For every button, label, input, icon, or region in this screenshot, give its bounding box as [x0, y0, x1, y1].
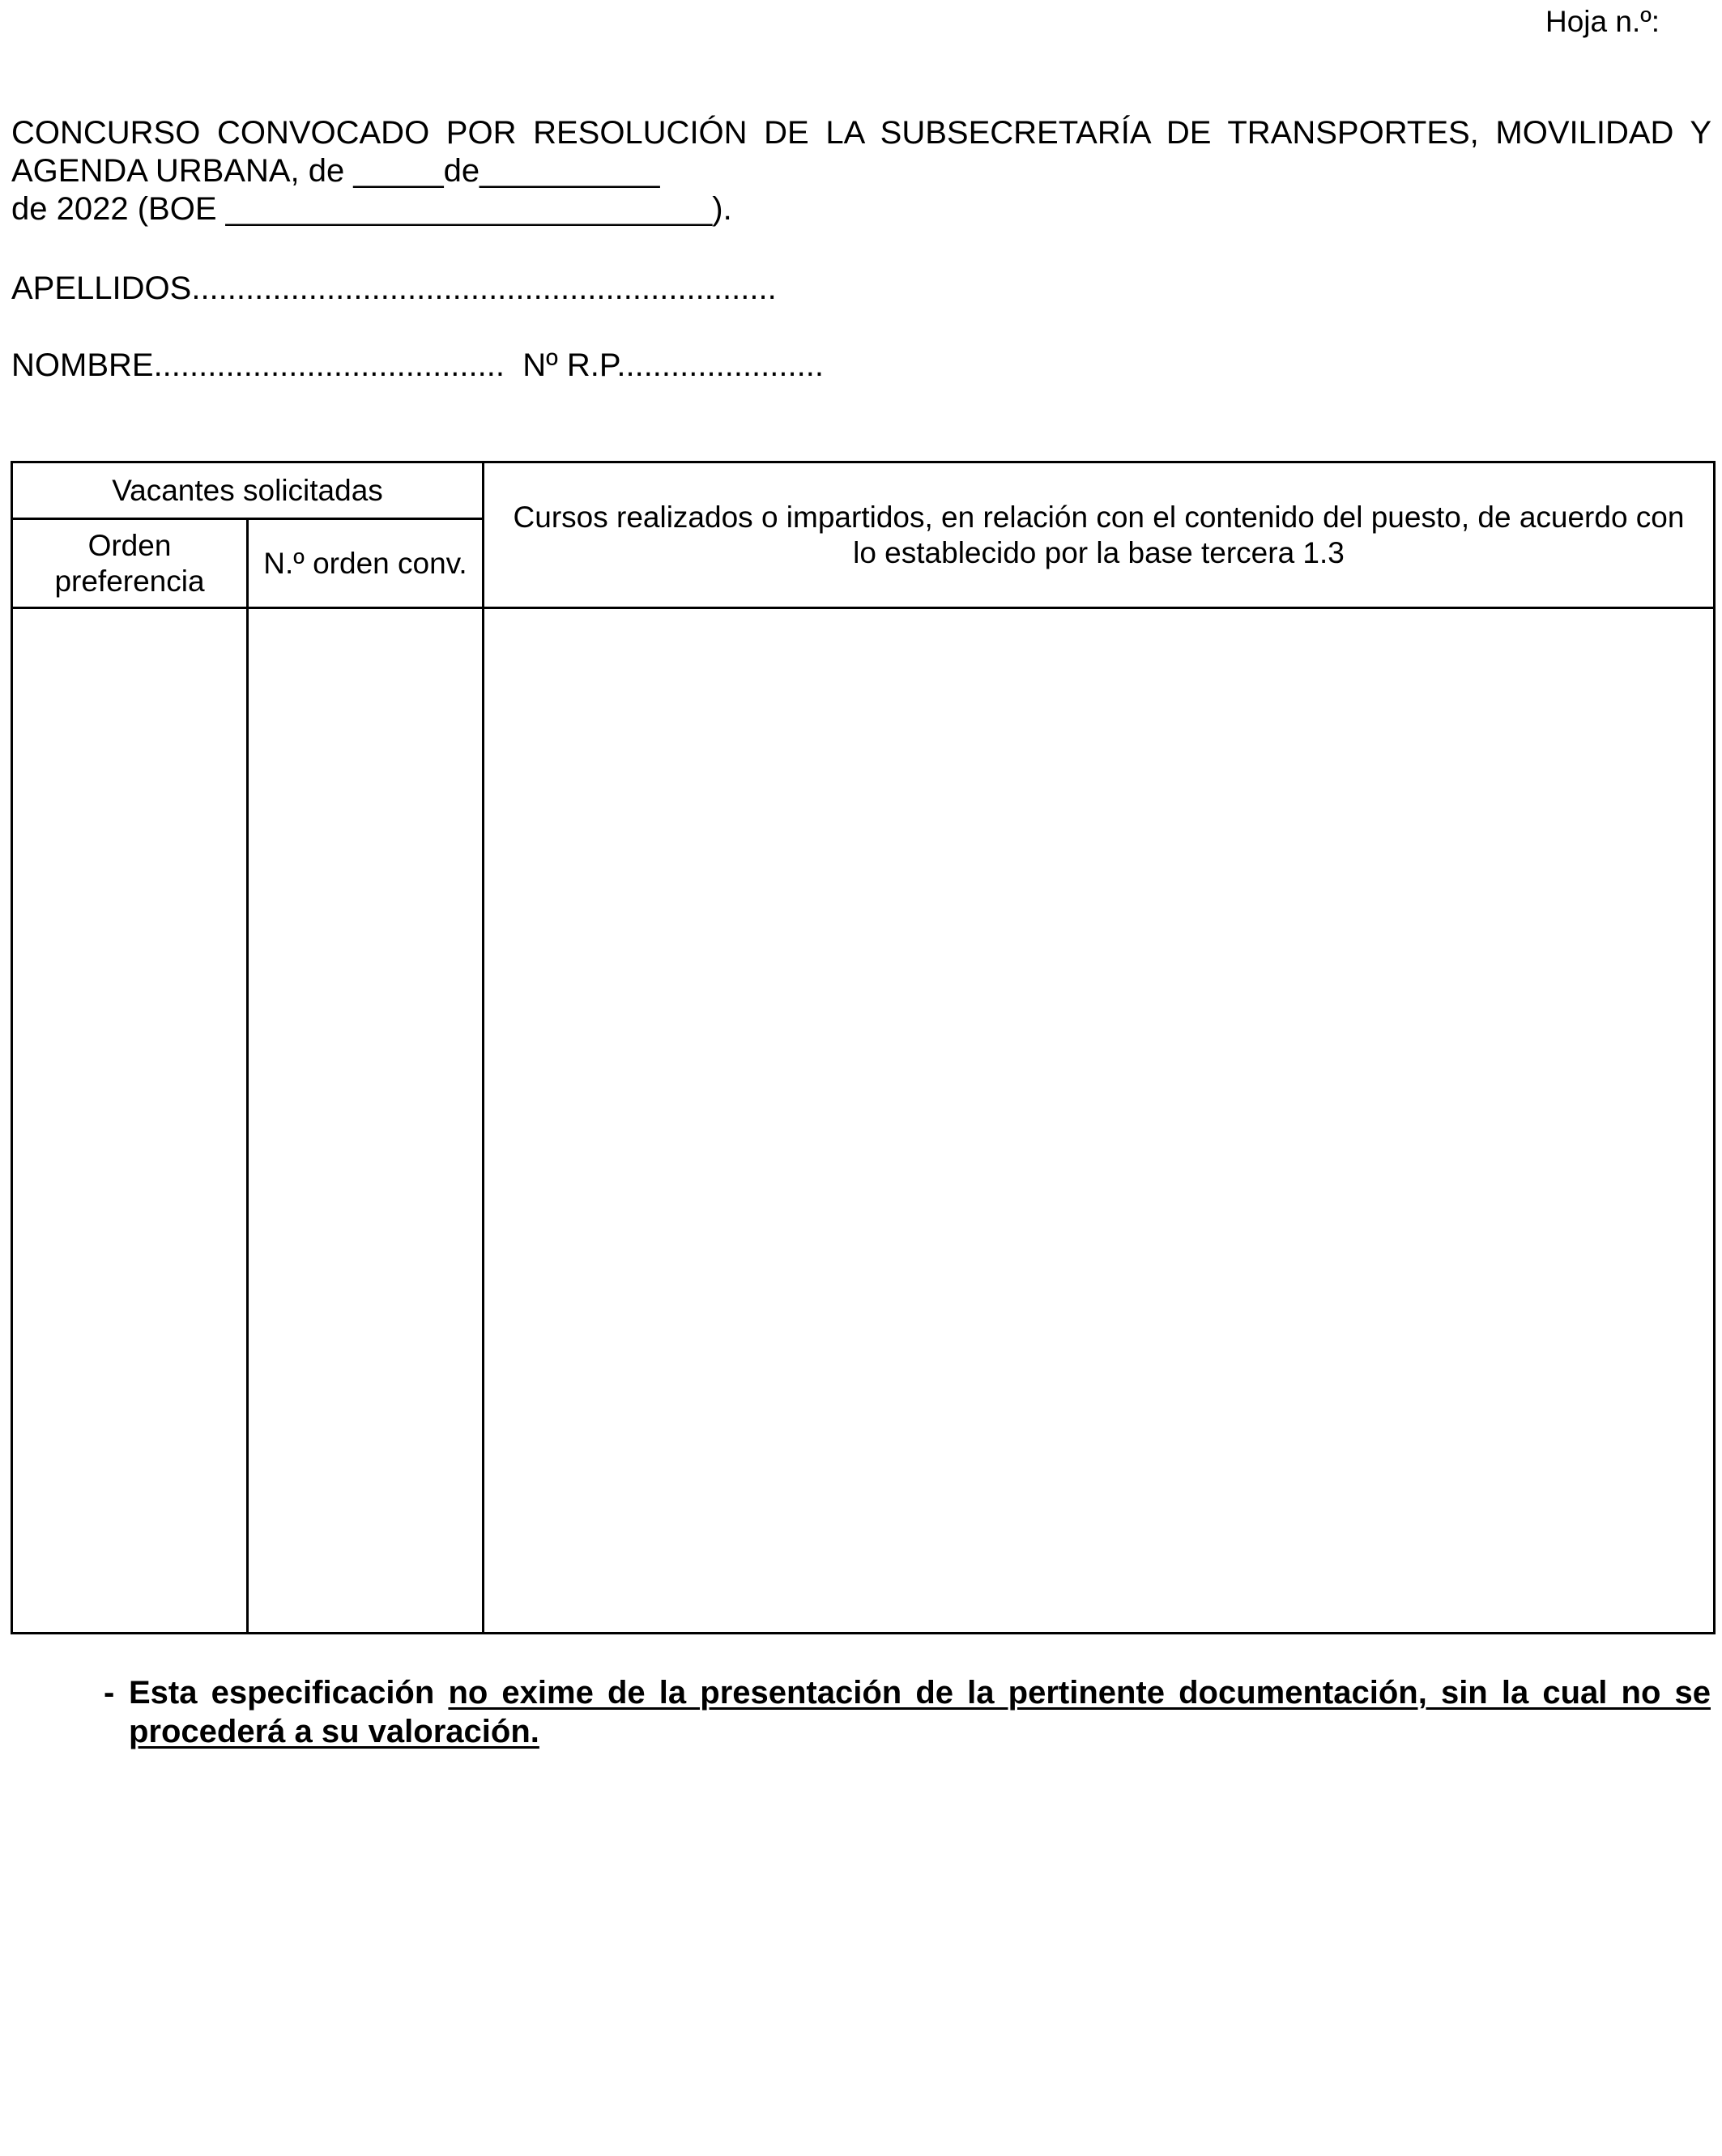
apellidos-field[interactable]: APELLIDOS................................................................. [11, 271, 777, 306]
cursos-entry-cell[interactable] [484, 608, 1715, 1634]
call-header-line-2: AGENDA URBANA, de _____de__________ [11, 153, 660, 189]
cursos-header: Cursos realizados o impartidos, en relación con el contenido del puesto, de acuerdo con lo establecido por la base tercera 1.3 [513, 500, 1685, 569]
table-body-row [12, 608, 1715, 1634]
sheet-number-label: Hoja n.º: [1545, 5, 1660, 38]
n-orden-conv-header: N.º orden conv. [263, 546, 467, 580]
note-lead: Esta especificación [129, 1675, 449, 1711]
call-header-line-1: CONCURSO CONVOCADO POR RESOLUCIÓN DE LA SUBSECRETARÍA DE TRANSPORTES, MOVILIDAD Y [11, 115, 1711, 151]
cursos-header-cell [484, 462, 1715, 608]
norden-header-cell [248, 519, 484, 608]
note-underlined: no exime de la presentación de la pertinente documentación, sin la cual no se procederá a su valoración. [129, 1675, 1711, 1749]
nrp-field[interactable]: Nº R.P....................... [522, 347, 824, 383]
call-header-line-3: de 2022 (BOE ___________________________). [11, 191, 732, 227]
nombre-row [11, 347, 824, 385]
orden-preferencia-header: Orden preferencia [54, 528, 205, 598]
call-header [11, 114, 1711, 228]
vacantes-header: Vacantes solicitadas [112, 473, 383, 507]
documentation-note [104, 1673, 1711, 1751]
table-header-row [12, 462, 1715, 519]
note-text [129, 1673, 1711, 1751]
courses-table [11, 461, 1716, 1634]
n-orden-conv-entry-cell[interactable] [248, 608, 484, 1634]
orden-header-cell [12, 519, 248, 608]
note-bullet: - [104, 1675, 115, 1711]
orden-preferencia-entry-cell[interactable] [12, 608, 248, 1634]
vacantes-header-cell [12, 462, 484, 519]
nombre-field[interactable]: NOMBRE....................................... [11, 347, 505, 383]
